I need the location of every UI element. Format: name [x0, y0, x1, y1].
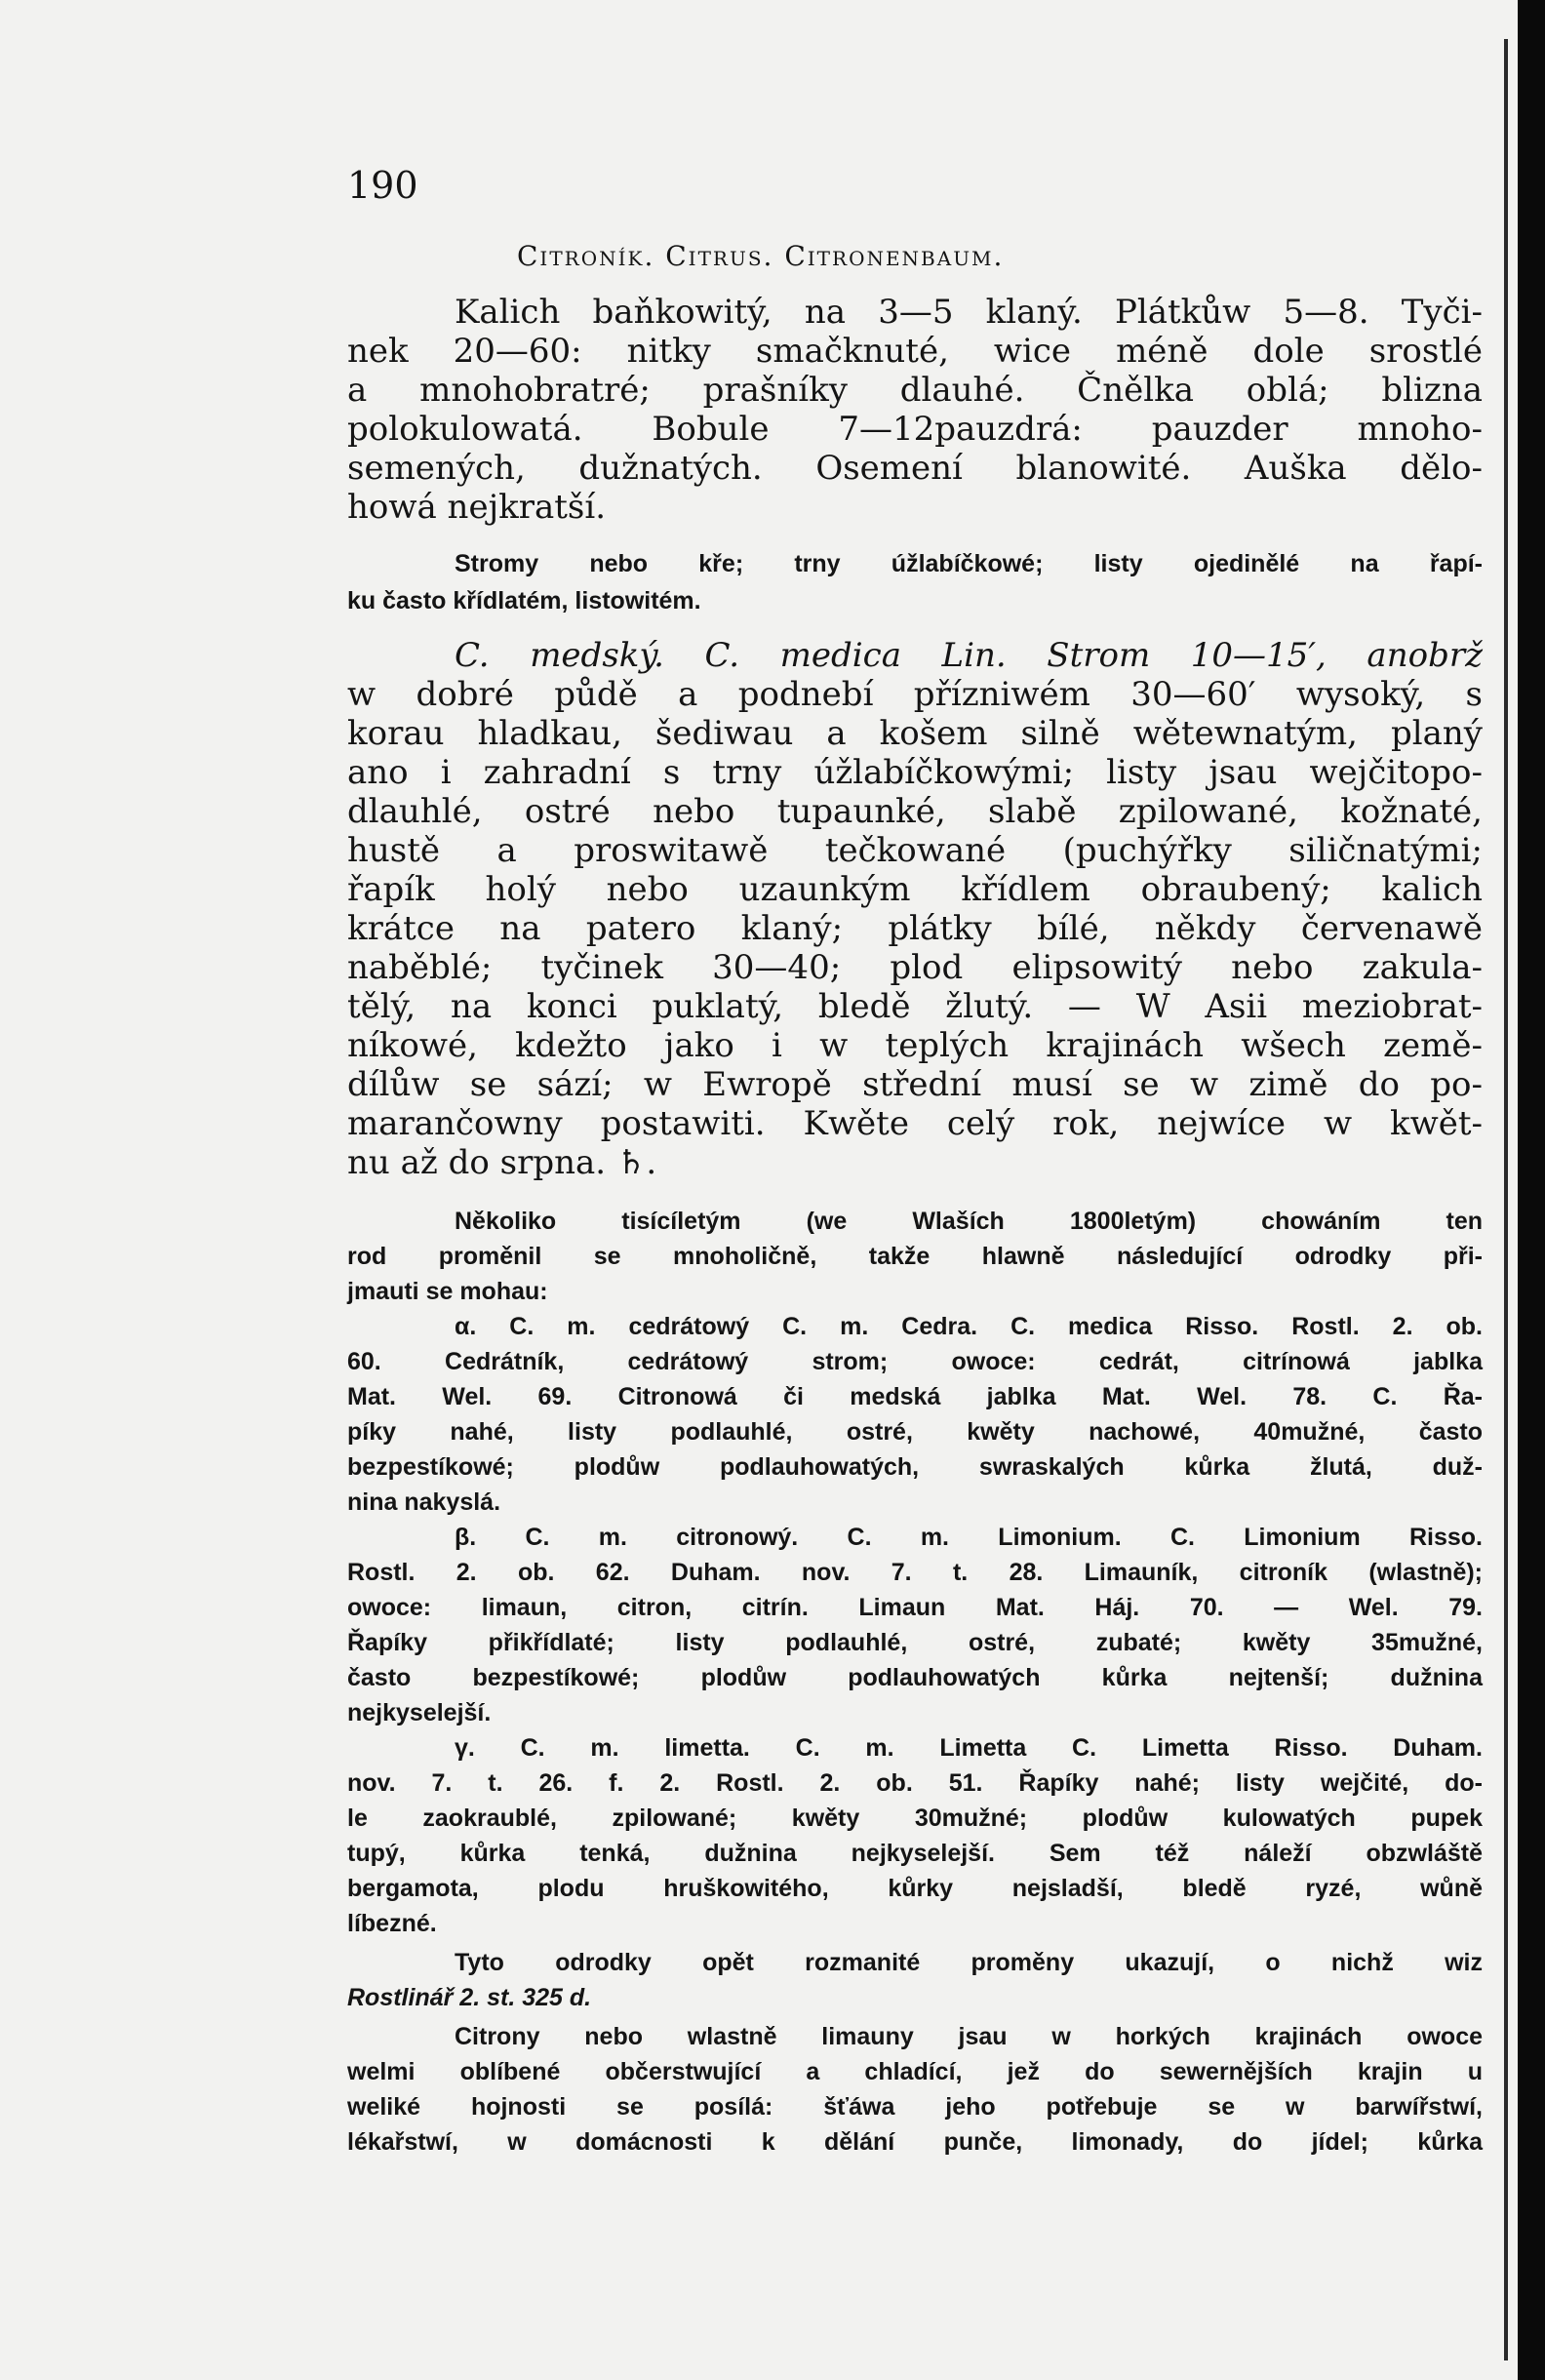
text-line: naběblé; tyčinek 30—40; plod elipsowitý nebo zakula-	[347, 948, 1483, 987]
text-line: řapík holý nebo uzaunkým křídlem obraubený; kalich	[347, 870, 1483, 909]
text-line: tělý, na konci puklatý, bledě žlutý. — W Asii meziobrat-	[347, 987, 1483, 1026]
text-line: Kalich baňkowitý, na 3—5 klaný. Plátkůw 5—8. Tyči-	[455, 293, 1483, 332]
text-line: nek 20—60: nitky smačknuté, wice méně dole srostlé	[347, 332, 1483, 371]
text-line: semených, dužnatých. Osemení blanowité. Auška dělo-	[347, 449, 1483, 488]
text-line-small: bezpestíkowé; plodůw podlauhowatých, swraskalých kůrka žlutá, duž-	[347, 1453, 1483, 1481]
text-line-small: Tyto odrodky opět rozmanité proměny ukazují, o nichž wiz	[455, 1949, 1483, 1976]
text-line-small: Citrony nebo wlastně limauny jsau w horkých krajinách owoce	[455, 2023, 1483, 2050]
text-line-small: lékařstwí, w domácnosti k dělání punče, limonady, do jídel; kůrka	[347, 2128, 1483, 2156]
text-line: nu až do srpna. ♄.	[347, 1143, 657, 1182]
variety-entry-line: α. C. m. cedrátowý C. m. Cedra. C. medica Risso. Rostl. 2. ob.	[455, 1313, 1483, 1340]
text-line-small: welmi oblíbené občerstwující a chladící, jež do sewernějších krajin u	[347, 2058, 1483, 2085]
text-line: krátce na patero klaný; plátky bílé, někdy červenawě	[347, 909, 1483, 948]
text-line-small: nina nakyslá.	[347, 1488, 501, 1516]
text-line: ano i zahradní s trny úžlabíčkowými; listy jsau wejčitopo-	[347, 753, 1483, 792]
text-line-small: weliké hojnosti se posílá: šťáwa jeho potřebuje se w barwířstwí,	[347, 2093, 1483, 2121]
text-line-small: rod proměnil se mnoholičně, takže hlawně následující odrodky při-	[347, 1243, 1483, 1270]
text-line-small: Řapíky přikřídlaté; listy podlauhlé, ostré, zubaté; kwěty 35mužné,	[347, 1629, 1483, 1656]
variety-entry-line: γ. C. m. limetta. C. m. Limetta C. Limetta Risso. Duham.	[455, 1734, 1483, 1762]
text-line-small: Rostl. 2. ob. 62. Duham. nov. 7. t. 28. Limauník, citroník (wlastně);	[347, 1559, 1483, 1586]
text-line-small: owoce: limaun, citron, citrín. Limaun Mat. Háj. 70. — Wel. 79.	[347, 1594, 1483, 1621]
variety-entry-line: β. C. m. citronowý. C. m. Limonium. C. Limonium Risso.	[455, 1524, 1483, 1551]
text-line-small: bergamota, plodu hruškowitého, kůrky nejsladší, bledě ryzé, wůně	[347, 1875, 1483, 1902]
text-line-small: líbezné.	[347, 1910, 437, 1937]
text-line-small: nov. 7. t. 26. f. 2. Rostl. 2. ob. 51. Řapíky nahé; listy wejčité, do-	[347, 1769, 1483, 1797]
text-line-small: Několiko tisícíletým (we Wlaších 1800letým) chowáním ten	[455, 1208, 1483, 1235]
page-inner-rule	[1504, 39, 1508, 2360]
text-line: korau hladkau, šediwau a košem silně wětewnatým, planý	[347, 714, 1483, 753]
scan-right-edge	[1518, 0, 1545, 2380]
text-line: dlauhlé, ostré nebo tupaunké, slabě zpilowané, kožnaté,	[347, 792, 1483, 831]
text-line-small: jmauti se mohau:	[347, 1278, 548, 1305]
text-line-small: nejkyselejší.	[347, 1699, 492, 1726]
text-line-small: Stromy nebo kře; trny úžlabíčkowé; listy ojedinělé na řapí-	[455, 550, 1483, 577]
page-number: 190	[347, 164, 418, 207]
text-line-small: Rostlinář 2. st. 325 d.	[347, 1984, 592, 2011]
text-line: howá nejkratší.	[347, 488, 607, 527]
text-line-small: Mat. Wel. 69. Citronowá či medská jablka Mat. Wel. 78. C. Řa-	[347, 1383, 1483, 1410]
text-line-small: píky nahé, listy podlauhlé, ostré, kwěty nachowé, 40mužné, často	[347, 1418, 1483, 1446]
text-line: dílůw se sází; w Ewropě střední musí se w zimě do po-	[347, 1065, 1483, 1104]
text-line: a mnohobratré; prašníky dlauhé. Čnělka oblá; blizna	[347, 371, 1483, 410]
text-line-small: ku často křídlatém, listowitém.	[347, 587, 701, 615]
species-entry-line: C. medský. C. medica Lin. Strom 10—15′, anobrž	[455, 636, 1483, 675]
text-line: níkowé, kdežto jako i w teplých krajinách wšech země-	[347, 1026, 1483, 1065]
text-line-small: le zaokraublé, zpilowané; kwěty 30mužné; plodůw kulowatých pupek	[347, 1805, 1483, 1832]
text-line: hustě a proswitawě tečkowané (puchýřky siličnatými;	[347, 831, 1483, 870]
text-line-small: často bezpestíkowé; plodůw podlauhowatých kůrka nejtenší; dužnina	[347, 1664, 1483, 1691]
text-line: marančowny postawiti. Kwěte celý rok, nejwíce w kwět-	[347, 1104, 1483, 1143]
text-line: polokulowatá. Bobule 7—12pauzdrá: pauzder mnoho-	[347, 410, 1483, 449]
text-line: w dobré půdě a podnebí přízniwém 30—60′ wysoký, s	[347, 675, 1483, 714]
text-line-small: tupý, kůrka tenká, dužnina nejkyselejší. Sem též náleží obzwláště	[347, 1840, 1483, 1867]
section-heading: Citroník. Citrus. Citronenbaum.	[517, 240, 1005, 272]
text-line-small: 60. Cedrátník, cedrátowý strom; owoce: cedrát, citrínowá jablka	[347, 1348, 1483, 1375]
